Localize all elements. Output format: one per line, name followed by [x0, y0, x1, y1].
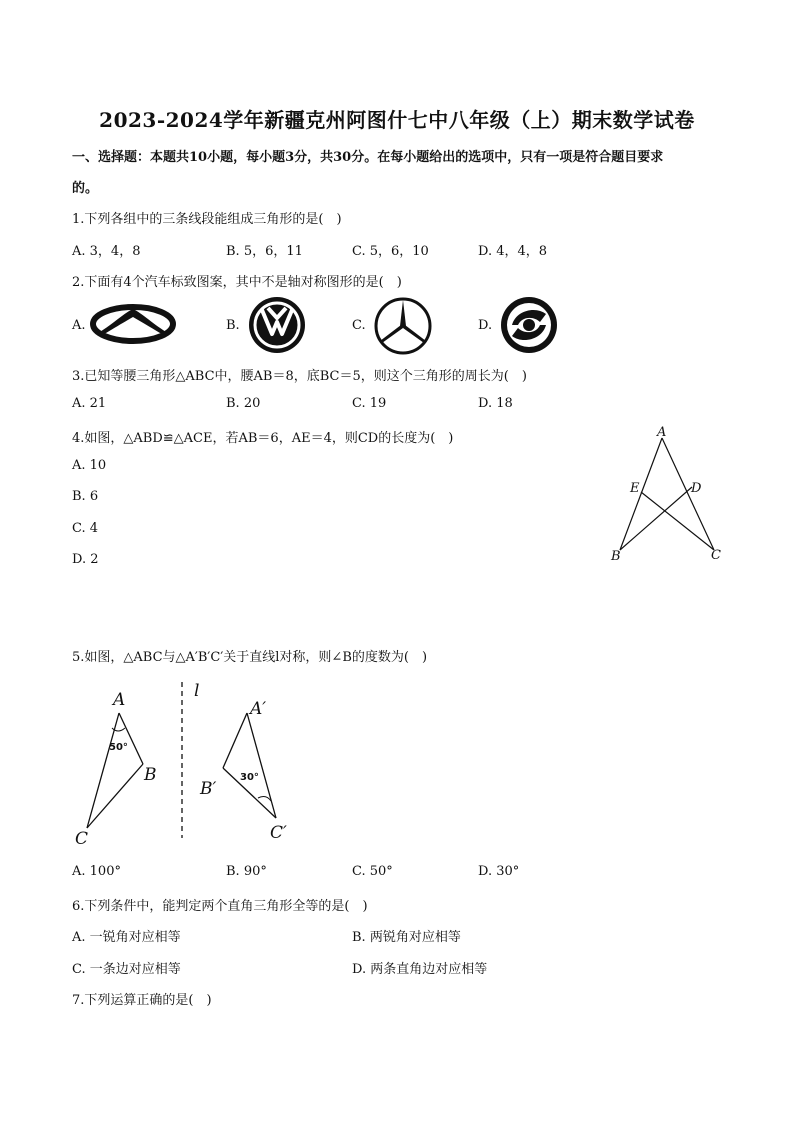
q4-option-d: D. 2 — [72, 552, 99, 567]
q4-option-a: A. 10 — [72, 458, 107, 473]
side-ab — [620, 438, 662, 550]
q3-option-c: C. 19 — [352, 396, 387, 411]
question-4-stem: 4.如图，△ABD≌△ACE，若AB＝6，AE＝4，则CD的长度为( ) — [72, 431, 454, 446]
question-5-stem: 5.如图，△ABC与△A′B′C′关于直线l对称，则∠B的度数为( ) — [72, 650, 428, 665]
q5-option-d: D. 30° — [478, 864, 520, 879]
q3-option-d: D. 18 — [478, 396, 513, 411]
q6-option-b: B. 两锐角对应相等 — [352, 930, 461, 945]
q1-option-a: A. 3，4，8 — [72, 244, 141, 259]
q4-option-c: C. 4 — [72, 521, 99, 536]
dongfeng-logo-icon — [496, 296, 562, 354]
q6-option-a: A. 一锐角对应相等 — [72, 930, 181, 945]
q6-option-c: C. 一条边对应相等 — [72, 962, 181, 977]
label-c: C — [711, 548, 721, 563]
label-b-prime: B′ — [200, 779, 217, 799]
side-ac — [662, 438, 714, 550]
angle-a-label: 50° — [109, 742, 128, 753]
q5-option-a: A. 100° — [72, 864, 121, 879]
angle-c2-label: 30° — [240, 772, 259, 783]
q1-option-d: D. 4，4，8 — [478, 244, 548, 259]
label-line-l: l — [194, 681, 200, 701]
label-a: A — [113, 690, 126, 710]
label-c: C — [75, 829, 89, 849]
q5-symmetry-figure — [70, 676, 310, 856]
question-3-stem: 3.已知等腰三角形△ABC中，腰AB＝8，底BC＝5，则这个三角形的周长为( ) — [72, 369, 527, 384]
q2-option-a: A. — [72, 318, 86, 333]
mercedes-logo-icon — [372, 298, 434, 354]
q1-option-c: C. 5，6，10 — [352, 244, 429, 259]
q4-option-b: B. 6 — [72, 489, 99, 504]
section-heading: 一、选择题：本题共10小题，每小题3分，共30分。在每小题给出的选项中，只有一项是符合题目要求 — [72, 150, 664, 165]
q3-option-b: B. 20 — [226, 396, 261, 411]
q1-option-b: B. 5，6，11 — [226, 244, 303, 259]
question-1-stem: 1.下列各组中的三条线段能组成三角形的是( ) — [72, 212, 342, 227]
question-6-stem: 6.下列条件中，能判定两个直角三角形全等的是( ) — [72, 899, 368, 914]
label-e: E — [630, 481, 640, 496]
label-a: A — [657, 425, 667, 440]
q6-option-d: D. 两条直角边对应相等 — [352, 962, 488, 977]
q5-option-b: B. 90° — [226, 864, 267, 879]
q5-option-c: C. 50° — [352, 864, 393, 879]
q4-triangle-figure — [600, 420, 740, 570]
label-b: B — [144, 765, 157, 785]
section-heading-cont: 的。 — [72, 181, 99, 196]
page-title: 2023-2024学年新疆克州阿图什七中八年级（上）期末数学试卷 — [99, 108, 695, 132]
label-c-prime: C′ — [270, 823, 287, 843]
volkswagen-logo-icon — [246, 296, 308, 354]
segment-bd — [620, 487, 692, 550]
label-d: D — [691, 481, 702, 496]
infiniti-logo-icon — [90, 303, 176, 345]
q2-option-c: C. — [352, 318, 366, 333]
q3-option-a: A. 21 — [72, 396, 107, 411]
label-b: B — [611, 549, 621, 564]
question-7-stem: 7.下列运算正确的是( ) — [72, 993, 212, 1008]
segment-ce — [641, 492, 714, 550]
q2-option-b: B. — [226, 318, 240, 333]
q2-option-d: D. — [478, 318, 493, 333]
label-a-prime: A′ — [250, 699, 267, 719]
question-2-stem: 2.下面有4个汽车标致图案，其中不是轴对称图形的是( ) — [72, 275, 402, 290]
